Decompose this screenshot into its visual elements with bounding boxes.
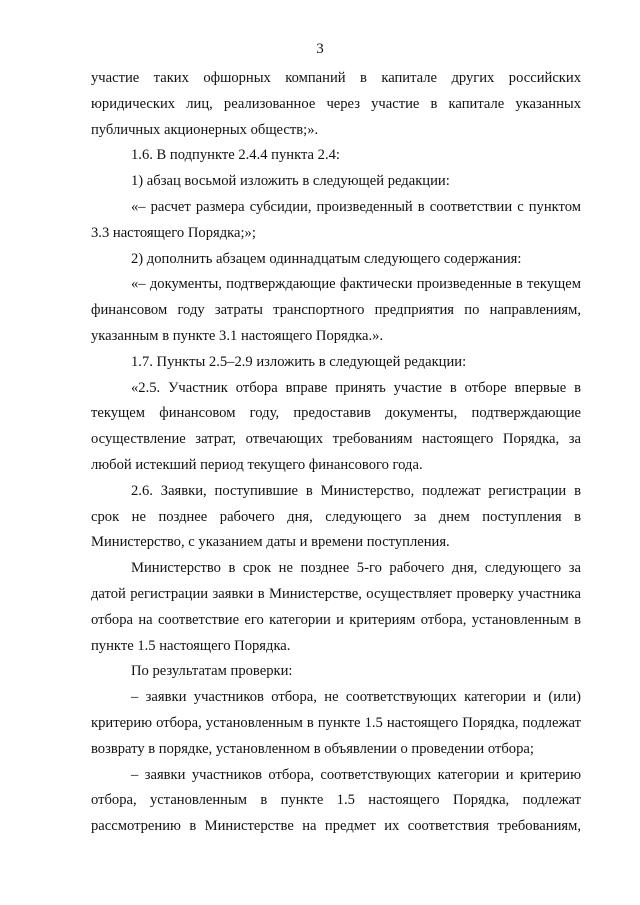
paragraph-check-results: По результатам проверки: (131, 663, 293, 680)
paragraph-applications-returned: – заявки участников отбора, не соответствующих категории и (или) критерию отбора, установленным в пункте 1.5 настоящего Порядка, подлежат возврату в порядке, установленном в объявлении о проведении отбора; (91, 689, 581, 757)
document-body (91, 66, 581, 840)
paragraph-item-2-5: «2.5. Участник отбора вправе принять участие в отборе впервые в текущем финансовом году, предоставив документы, подтверждающие осуществление затрат, отвечающих требованиям настоящего Порядка, за любой истекший период текущего финансового года. (91, 379, 581, 473)
paragraph-quote-documents: «– документы, подтверждающие фактически произведенные в текущем финансовом году затраты транспортного предприятия по направлениям, указанным в пункте 3.1 настоящего Порядка.». (91, 276, 581, 344)
paragraph-offshore-continuation: участие таких офшорных компаний в капитале других российских юридических лиц, реализованное через участие в капитале указанных публичных акционерных обществ;». (91, 70, 581, 138)
paragraph-item-1-7: 1.7. Пункты 2.5–2.9 изложить в следующей редакции: (131, 353, 467, 370)
paragraph-item-1-6-1: 1) абзац восьмой изложить в следующей редакции: (131, 173, 450, 190)
paragraph-quote-subsidy-calc: «– расчет размера субсидии, произведенный в соответствии с пунктом 3.3 настоящего Порядка;»; (91, 198, 581, 241)
paragraph-ministry-check: Министерство в срок не позднее 5-го рабочего дня, следующего за датой регистрации заявки в Министерстве, осуществляет проверку участника отбора на соответствие его категории и критериям отбора, установленным в пункте 1.5 настоящего Порядка. (91, 560, 581, 654)
paragraph-item-1-6: 1.6. В подпункте 2.4.4 пункта 2.4: (131, 147, 340, 164)
paragraph-item-2-6: 2.6. Заявки, поступившие в Министерство, подлежат регистрации в срок не позднее рабочего дня, следующего за днем поступления в Министерство, с указанием даты и времени поступления. (91, 482, 581, 551)
paragraph-applications-reviewed: – заявки участников отбора, соответствующих категории и критерию отбора, установленным в пункте 1.5 настоящего Порядка, подлежат рассмотрению в Министерстве на предмет их соответствия требованиям, (91, 766, 581, 835)
page-number: 3 (316, 41, 324, 57)
paragraph-item-1-6-2: 2) дополнить абзацем одиннадцатым следующего содержания: (131, 250, 522, 267)
